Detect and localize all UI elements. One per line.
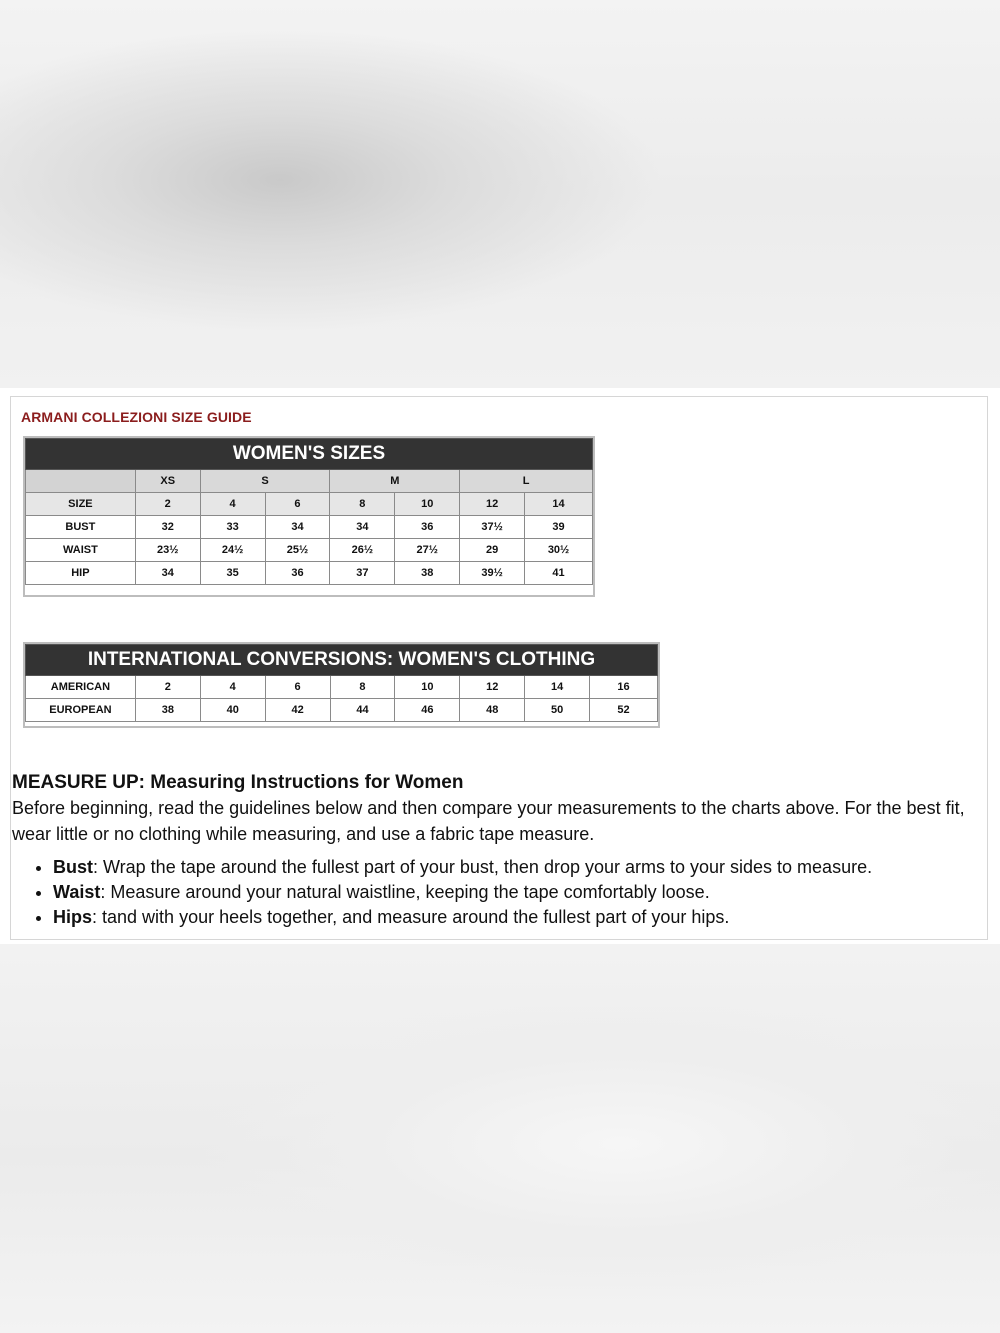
row-label: EUROPEAN [26, 699, 136, 722]
table-row-hip [26, 562, 593, 585]
table-row-american [26, 676, 658, 699]
list-item-term: Hips [53, 907, 93, 927]
size-group-blank [26, 470, 136, 493]
list-item [53, 905, 989, 930]
list-item-term: Bust [53, 857, 93, 877]
womens-sizes-table [25, 438, 593, 585]
size-group-xs: XS [135, 470, 200, 493]
table-row-bust [26, 516, 593, 539]
table-row-size [26, 493, 593, 516]
table-cell: 36 [265, 562, 330, 585]
table-cell: 25½ [265, 539, 330, 562]
table-cell: 52 [590, 699, 658, 722]
size-group-l: L [460, 470, 593, 493]
table-cell: 12 [460, 676, 525, 699]
table-cell: 2 [135, 676, 200, 699]
table-cell: 32 [135, 516, 200, 539]
measuring-instructions [11, 771, 989, 930]
row-label: WAIST [26, 539, 136, 562]
table-cell: 34 [330, 516, 395, 539]
background-bottom [0, 944, 1000, 1333]
table-cell: 4 [200, 676, 265, 699]
womens-sizes-title: WOMEN'S SIZES [26, 439, 593, 470]
table-cell: 29 [460, 539, 525, 562]
table-cell: 24½ [200, 539, 265, 562]
table-cell: 14 [525, 493, 593, 516]
size-group-s: S [200, 470, 330, 493]
instructions-title: MEASURE UP: Measuring Instructions for Women [12, 772, 464, 793]
table-row-waist [26, 539, 593, 562]
row-label: BUST [26, 516, 136, 539]
guide-title: ARMANI COLLEZIONI SIZE GUIDE [21, 409, 252, 425]
list-item-term: Waist [53, 882, 101, 902]
list-item [53, 855, 989, 880]
table-cell: 14 [525, 676, 590, 699]
table-cell: 38 [395, 562, 460, 585]
table-cell: 38 [135, 699, 200, 722]
table-cell: 26½ [330, 539, 395, 562]
table-cell: 48 [460, 699, 525, 722]
size-guide-panel [10, 396, 988, 940]
table-cell: 27½ [395, 539, 460, 562]
list-item-text: : Measure around your natural waistline, keeping the tape comfortably loose. [100, 882, 710, 902]
table-cell: 34 [265, 516, 330, 539]
row-label: AMERICAN [26, 676, 136, 699]
table-cell: 8 [330, 676, 395, 699]
table-cell: 42 [265, 699, 330, 722]
table-cell: 6 [265, 493, 330, 516]
table-cell: 8 [330, 493, 395, 516]
table-cell: 2 [135, 493, 200, 516]
row-label: SIZE [26, 493, 136, 516]
list-item-text: : tand with your heels together, and measure around the fullest part of your hips. [92, 907, 730, 927]
table-cell: 37 [330, 562, 395, 585]
list-item [53, 880, 989, 905]
table-cell: 40 [200, 699, 265, 722]
instructions-list [11, 855, 989, 930]
table-cell: 30½ [525, 539, 593, 562]
table-cell: 6 [265, 676, 330, 699]
table-cell: 10 [395, 493, 460, 516]
table-cell: 23½ [135, 539, 200, 562]
table-cell: 46 [395, 699, 460, 722]
table-cell: 37½ [460, 516, 525, 539]
background-top [0, 0, 1000, 388]
table-cell: 36 [395, 516, 460, 539]
table-cell: 50 [525, 699, 590, 722]
conversions-table [25, 644, 658, 722]
table-cell: 16 [590, 676, 658, 699]
list-item-text: : Wrap the tape around the fullest part of your bust, then drop your arms to your sides to measure. [93, 857, 873, 877]
table-row-european [26, 699, 658, 722]
table-cell: 10 [395, 676, 460, 699]
table-cell: 12 [460, 493, 525, 516]
table-cell: 4 [200, 493, 265, 516]
table-cell: 34 [135, 562, 200, 585]
table-cell: 33 [200, 516, 265, 539]
table-cell: 39½ [460, 562, 525, 585]
row-label: HIP [26, 562, 136, 585]
table-cell: 41 [525, 562, 593, 585]
table-cell: 44 [330, 699, 395, 722]
table-cell: 39 [525, 516, 593, 539]
table-cell: 35 [200, 562, 265, 585]
size-group-m: M [330, 470, 460, 493]
conversions-title: INTERNATIONAL CONVERSIONS: WOMEN'S CLOTHING [26, 645, 658, 676]
instructions-body: Before beginning, read the guidelines below and then compare your measurements to the charts above. For the best fit, wear little or no clothing while measuring, and use a fabric tape measure. [12, 798, 965, 844]
